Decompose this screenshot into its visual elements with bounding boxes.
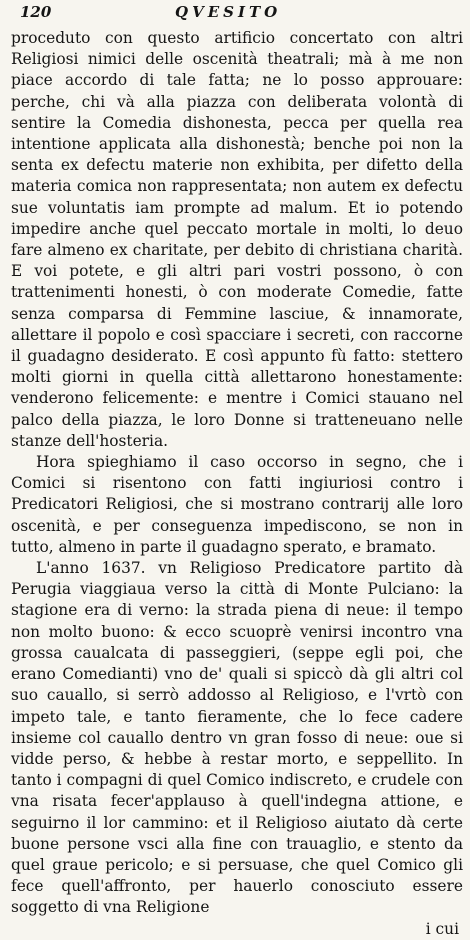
running-title: QVESITO	[175, 3, 282, 21]
page-header	[20, 3, 460, 25]
page-number: 120	[20, 3, 52, 21]
body-text	[11, 28, 463, 940]
paragraph: L'anno 1637. vn Religioso Predicatore partito dà Perugia viaggiaua verso la città di Monte Pulciano: la stagione era di verno: la strada piena di neue: il tempo non molto buono: & ecco scuoprè venirsi incontro vna grossa caualcata di passeggieri, (seppe egli poi, che erano Comedianti) vno de' quali si spiccò dà gli altri col suo cauallo, si serrò addosso al Religioso, e l'vrtò con impeto tale, e tanto fieramente, che lo fece cadere insieme col cauallo dentro vn gran fosso di neue: oue si vidde perso, & hebbe à restar morto, e seppellito. In tanto i compagni di quel Comico indiscreto, e crudele con vna risata fecer'applauso à quell'indegna attione, e seguirno il lor cammino: et il Religioso aiutato dà certe buone persone vsci alla fine con trauaglio, e stento da quel graue pericolo; e si persuase, che quel Comico gli fece quell'affronto, per hauerlo conosciuto essere soggetto di vna Religione	[11, 559, 463, 917]
catchword: i cui	[425, 919, 459, 938]
paragraph: Hora spieghiamo il caso occorso in segno, che i Comici si risentono con fatti ingiuriosi contro i Predicatori Religiosi, che si mostrano contrarij alle loro oscenità, e per conseguenza impediscono, se non in tutto, almeno in parte il guadagno sperato, e bramato.	[11, 453, 463, 556]
paragraph: proceduto con questo artificio concertato con altri Religiosi nimici delle oscenità theatrali; mà à me non piace accordo di tale fatta; ne lo posso approuare: perche, chi và alla piazza con deliberata volontà di sentire la Comedia dishonesta, pecca per quella rea intentione applicata alla dishonestà; benche poi non la senta ex defectu materie non exhibita, per difetto della materia comica non rappresentata; non autem ex defectu sue voluntatis iam prompte ad malum. Et io potendo impedire anche quel peccato mortale in molti, lo deuo fare almeno ex charitate, per debito di christiana charità. E voi potete, e gli altri pari vostri possono, ò con trattenimenti honesti, ò con moderate Comedie, fatte senza comparsa di Femmine lasciue, & innamorate, allettare il popolo e così spacciare i secreti, con raccorne il guadagno desiderato. E così appunto fù fatto: stettero molti giorni in quella città allettarono honestamente: venderono felicemente: e mentre i Comici stauano nel palco della piazza, le loro Donne si tratteneuano nelle stanze dell'hosteria.	[11, 29, 463, 450]
